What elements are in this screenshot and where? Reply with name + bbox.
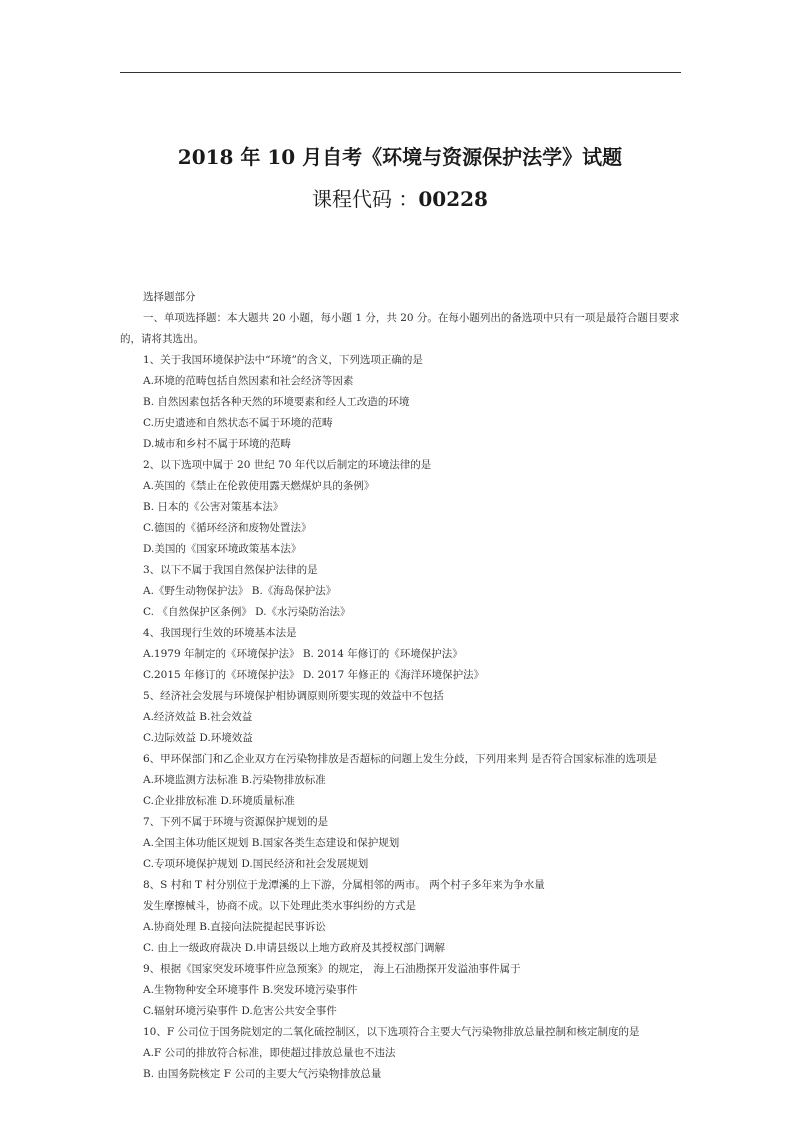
- question-stem: 6、甲环保部门和乙企业双方在污染物排放是否超标的问题上发生分歧，下列用来判 是否符合国家标准的选项是: [143, 753, 658, 765]
- page-title: 2018 年 10 月自考《环境与资源保护法学》试题: [177, 145, 623, 169]
- course-code-line: [0, 185, 800, 213]
- answer-option: B. 自然因素包括各种天然的环境要素和经人工改造的环境: [143, 396, 410, 408]
- answer-option: C. 《自然保护区条例》 D.《水污染防治法》: [143, 606, 351, 618]
- answer-option: C.历史遗迹和自然状态不属于环境的范畴: [143, 417, 333, 429]
- answer-option: C.边际效益 D.环境效益: [143, 732, 253, 744]
- answer-option: C.2015 年修订的《环境保护法》 D. 2017 年修正的《海洋环境保护法》: [143, 669, 485, 681]
- answer-option: D.美国的《国家环境政策基本法》: [143, 543, 302, 555]
- answer-option: C.专项环境保护规划 D.国民经济和社会发展规划: [143, 858, 369, 870]
- section-heading: 选择题部分: [143, 291, 196, 303]
- instruction-text: 一、单项选择题：本大题共 20 小题，每小题 1 分，共 20 分。在每小题列出的备选项中只有一项是最符合题目要求: [143, 312, 680, 324]
- answer-option: B. 日本的《公害对策基本法》: [143, 501, 284, 513]
- answer-option: A.协商处理 B.直接向法院提起民事诉讼: [143, 921, 326, 933]
- course-code-label: 课程代码 ：: [312, 187, 419, 211]
- question-stem: 9、根据《国家突发环境事件应急预案》的规定， 海上石油勘探开发溢油事件属于: [143, 963, 521, 975]
- answer-option: C.辐射环境污染事件 D.危害公共安全事件: [143, 1005, 337, 1017]
- answer-option: A.环境的范畴包括自然因素和社会经济等因素: [143, 375, 354, 387]
- header-rule: [120, 72, 681, 73]
- question-stem: 4、我国现行生效的环境基本法是: [143, 627, 297, 639]
- answer-option: D.城市和乡村不属于环境的范畴: [143, 438, 291, 450]
- question-stem: 5、经济社会发展与环境保护相协调原则所要实现的效益中不包括: [143, 690, 444, 702]
- question-stem: 10、F 公司位于国务院划定的二氧化硫控制区，以下选项符合主要大气污染物排放总量控制和核定制度的是: [143, 1026, 640, 1038]
- answer-option: C.企业排放标准 D.环境质量标准: [143, 795, 295, 807]
- answer-option: A.生物物种安全环境事件 B.突发环境污染事件: [143, 984, 358, 996]
- answer-option: A.英国的《禁止在伦敦使用露天燃煤炉具的条例》: [143, 480, 375, 492]
- question-stem: 3、以下不属于我国自然保护法律的是: [143, 564, 318, 576]
- question-stem: 1、关于我国环境保护法中“环境”的含义，下列选项正确的是: [143, 354, 423, 366]
- answer-option: B. 由国务院核定 F 公司的主要大气污染物排放总量: [143, 1068, 382, 1080]
- question-stem-continued: 发生摩擦械斗，协商不成。以下处理此类水事纠纷的方式是: [143, 900, 416, 912]
- instruction-text-continued: 的，请将其选出。: [120, 333, 204, 345]
- answer-option: C. 由上一级政府裁决 D.申请县级以上地方政府及其授权部门调解: [143, 942, 446, 954]
- answer-option: A.F 公司的排放符合标准，即使超过排放总量也不违法: [143, 1047, 396, 1059]
- exam-body: [120, 287, 682, 1085]
- answer-option: C.德国的《循环经济和废物处置法》: [143, 522, 312, 534]
- answer-option: A.环境监测方法标准 B.污染物排放标准: [143, 774, 326, 786]
- question-stem: 2、以下选项中属于 20 世纪 70 年代以后制定的环境法律的是: [143, 459, 432, 471]
- course-code-value: 00228: [418, 187, 488, 211]
- answer-option: A.1979 年制定的《环境保护法》 B. 2014 年修订的《环境保护法》: [143, 648, 463, 660]
- question-stem: 7、下列不属于环境与资源保护规划的是: [143, 816, 329, 828]
- question-stem: 8、S 村和 T 村分别位于龙潭溪的上下游，分属相邻的两市。 两个村子多年来为争水量: [143, 879, 545, 891]
- answer-option: A.全国主体功能区规划 B.国家各类生态建设和保护规划: [143, 837, 400, 849]
- answer-option: A.经济效益 B.社会效益: [143, 711, 253, 723]
- answer-option: A.《野生动物保护法》 B.《海岛保护法》: [143, 585, 337, 597]
